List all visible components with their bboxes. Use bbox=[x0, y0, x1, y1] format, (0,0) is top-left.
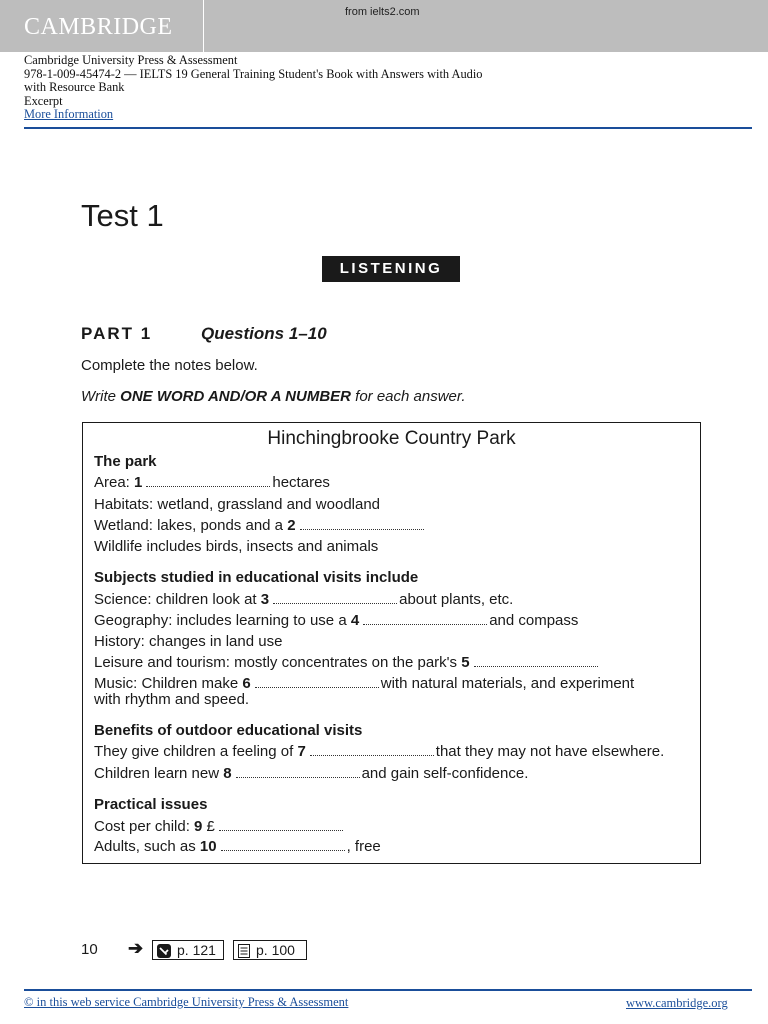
answer-gap-6[interactable] bbox=[255, 684, 379, 688]
isbn-line: 978-1-009-45474-2 — IELTS 19 General Training Student's Book with Answers with Audio bbox=[24, 66, 483, 81]
question-2-number: 2 bbox=[287, 517, 296, 534]
isbn-line-2: with Resource Bank bbox=[24, 80, 125, 95]
leisure-label: Leisure and tourism: mostly concentrates on the park's bbox=[94, 654, 462, 671]
note-geography bbox=[94, 612, 578, 629]
note-cost bbox=[94, 818, 345, 835]
currency-symbol: £ bbox=[202, 818, 215, 835]
website-link[interactable]: www.cambridge.org bbox=[626, 996, 728, 1010]
wetland-label: Wetland: lakes, ponds and a bbox=[94, 517, 288, 534]
science-label: Science: children look at bbox=[94, 591, 261, 608]
answer-gap-2[interactable] bbox=[300, 526, 424, 530]
answer-key-page: p. 121 bbox=[177, 942, 216, 958]
question-6-number: 6 bbox=[242, 675, 251, 692]
transcript-reference[interactable] bbox=[233, 940, 307, 960]
instruction-complete: Complete the notes below. bbox=[81, 357, 258, 374]
transcript-page: p. 100 bbox=[256, 942, 295, 958]
more-information-link[interactable]: More Information bbox=[24, 107, 114, 122]
note-habitats: Habitats: wetland, grassland and woodland bbox=[94, 496, 381, 513]
science-suffix: about plants, etc. bbox=[399, 591, 514, 608]
note-wildlife: Wildlife includes birds, insects and animals bbox=[94, 538, 379, 555]
park-heading: The park bbox=[94, 453, 157, 470]
note-science bbox=[94, 591, 513, 608]
notes-title: Hinchingbrooke Country Park bbox=[267, 428, 516, 449]
answer-gap-9[interactable] bbox=[219, 827, 343, 831]
geography-suffix: and compass bbox=[489, 612, 579, 629]
answer-gap-7[interactable] bbox=[310, 752, 434, 756]
adults-label: Adults, such as bbox=[94, 838, 200, 855]
adults-suffix: , free bbox=[346, 838, 381, 855]
answer-key-reference[interactable] bbox=[152, 940, 224, 960]
answer-gap-10[interactable] bbox=[221, 847, 345, 851]
arrow-right-icon: ➔ bbox=[128, 938, 144, 958]
page-number: 10 bbox=[81, 941, 98, 958]
note-music bbox=[94, 675, 634, 692]
excerpt-label: Excerpt bbox=[24, 93, 63, 108]
geography-label: Geography: includes learning to use a bbox=[94, 612, 351, 629]
note-adults bbox=[94, 838, 381, 855]
source-label: from ielts2.com bbox=[345, 6, 420, 18]
footer-divider bbox=[24, 989, 752, 991]
question-9-number: 9 bbox=[194, 818, 203, 835]
question-1-number: 1 bbox=[134, 474, 143, 491]
note-history: History: changes in land use bbox=[94, 633, 283, 650]
copyright-link[interactable]: © in this web service Cambridge University Press & Assessment bbox=[24, 995, 349, 1009]
question-3-number: 3 bbox=[260, 591, 270, 608]
note-wetland bbox=[94, 517, 426, 534]
cambridge-logo: CAMBRIDGE bbox=[24, 14, 173, 40]
answer-gap-8[interactable] bbox=[236, 774, 360, 778]
learn-label: Children learn new bbox=[94, 765, 224, 782]
book-meta bbox=[24, 54, 584, 122]
question-10-number: 10 bbox=[199, 838, 217, 855]
feeling-suffix: that they may not have elsewhere. bbox=[435, 743, 665, 760]
note-area bbox=[94, 474, 330, 491]
music-label: Music: Children make bbox=[94, 675, 243, 692]
notes-box bbox=[82, 422, 701, 864]
header-band bbox=[0, 0, 768, 52]
music-suffix: with natural materials, and experiment bbox=[380, 675, 635, 692]
publisher: Cambridge University Press & Assessment bbox=[24, 53, 238, 67]
instruction-prefix: Write bbox=[81, 388, 121, 405]
subjects-heading: Subjects studied in educational visits include bbox=[94, 569, 419, 586]
learn-suffix: and gain self-confidence. bbox=[361, 765, 529, 782]
header-divider bbox=[24, 127, 752, 129]
instruction-suffix: for each answer. bbox=[351, 388, 466, 405]
part-questions: Questions 1–10 bbox=[201, 324, 327, 343]
note-learn bbox=[94, 765, 528, 782]
answer-gap-1[interactable] bbox=[146, 483, 270, 487]
document-icon bbox=[238, 944, 250, 958]
question-8-number: 8 bbox=[223, 765, 232, 782]
section-badge: LISTENING bbox=[322, 256, 460, 282]
question-7-number: 7 bbox=[297, 743, 306, 760]
practical-heading: Practical issues bbox=[94, 796, 208, 813]
instruction-write bbox=[81, 388, 466, 405]
benefits-heading: Benefits of outdoor educational visits bbox=[94, 722, 363, 739]
answer-gap-3[interactable] bbox=[273, 600, 397, 604]
area-suffix: hectares bbox=[272, 474, 330, 491]
cost-label: Cost per child: bbox=[94, 818, 195, 835]
note-music-line-2: with rhythm and speed. bbox=[94, 691, 250, 708]
feeling-label: They give children a feeling of bbox=[94, 743, 298, 760]
test-title: Test 1 bbox=[81, 198, 164, 233]
question-4-number: 4 bbox=[350, 612, 360, 629]
instruction-bold: ONE WORD AND/OR A NUMBER bbox=[120, 388, 351, 405]
question-5-number: 5 bbox=[461, 654, 470, 671]
logo-box bbox=[0, 0, 204, 52]
note-leisure bbox=[94, 654, 600, 671]
part-label: PART 1 bbox=[81, 324, 153, 343]
area-label: Area: bbox=[94, 474, 135, 491]
key-icon bbox=[157, 944, 171, 958]
answer-gap-4[interactable] bbox=[363, 621, 487, 625]
answer-gap-5[interactable] bbox=[474, 663, 598, 667]
note-feeling bbox=[94, 743, 664, 760]
